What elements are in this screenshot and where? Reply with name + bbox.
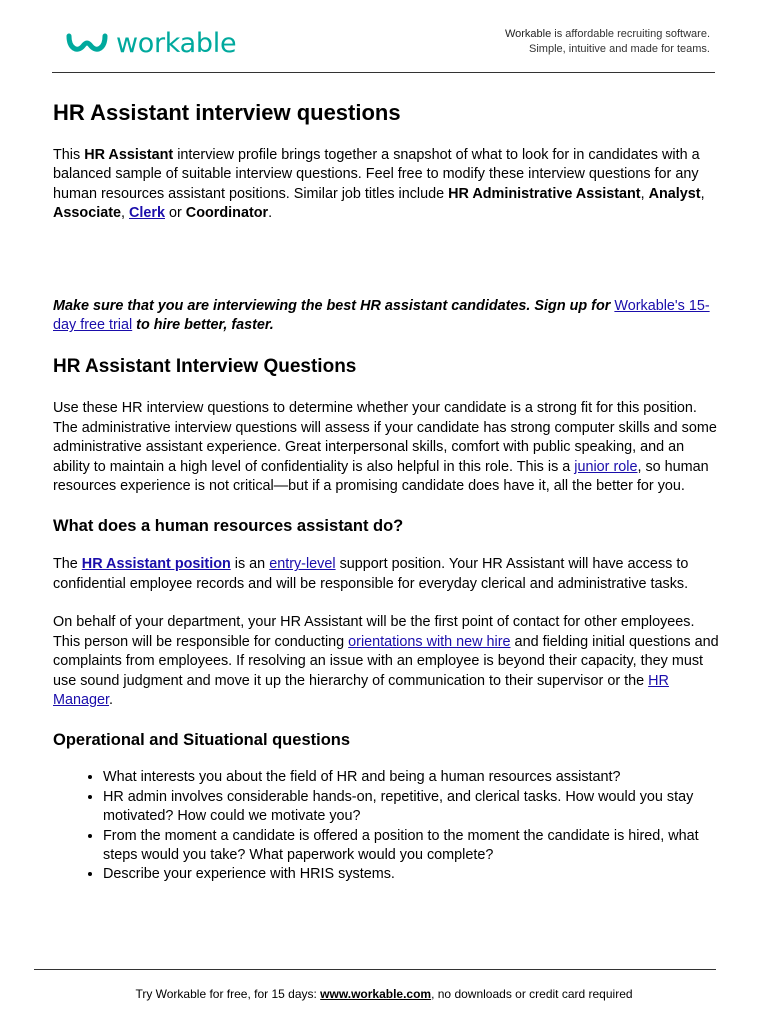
intro-bold-hr-assistant: HR Assistant <box>84 147 174 163</box>
section-heading-operational: Operational and Situational questions <box>53 731 351 750</box>
section2-text: and fielding initial questions and complaints from employees. If resolving an issue with an employee is beyond their capacity, they must use sound judgment and move it up the hierarchy of communication to their supervisor or the <box>53 633 719 689</box>
section1-text: Use these HR interview questions to determine whether your candidate is a strong fit for this position. The administrative interview questions will assess if your candidate has strong computer skills and some administrative assistant experience. Great interpersonal skills, comfort with public speaking, and an ability to maintain a high level of confidentiality is also helpful in this role. This is a <box>53 400 717 475</box>
list-item: • From the moment a candidate is offered a position to the moment the candidate is hired, what steps would you take? What paperwork would you complete? <box>103 827 721 866</box>
intro-text: interview profile brings together a snapshot of what to look for in candidates with a balanced sample of suitable interview questions. Feel free to modify these interview questions for any human resources assistant positions. Similar job titles include <box>53 147 700 202</box>
logo-text: workable <box>116 28 237 59</box>
workable-website-link[interactable]: www.workable.com <box>320 987 432 1001</box>
cta-text: to hire better, faster. <box>132 317 274 334</box>
role-paragraph-1 <box>53 555 721 594</box>
tagline-line1: is affordable recruiting software. <box>551 28 710 40</box>
clerk-link[interactable]: Clerk <box>129 205 165 222</box>
entry-level-link[interactable]: entry-level <box>269 556 336 573</box>
footer-divider <box>34 969 716 970</box>
intro-bold-associate: Associate <box>53 205 121 222</box>
intro-paragraph <box>53 146 721 224</box>
workable-logo-icon <box>66 32 108 56</box>
free-trial-link[interactable]: Workable's 15-day free trial <box>53 297 710 334</box>
section-heading-what-does: What does a human resources assistant do? <box>53 517 404 536</box>
hr-manager-link[interactable]: HR Manager <box>53 672 669 708</box>
header-divider <box>52 72 715 73</box>
cta-text: Make sure that you are interviewing the best HR assistant candidates. Sign up for <box>53 297 615 314</box>
footer-text: Try Workable for free, for 15 days: <box>135 987 321 1001</box>
list-item: • HR admin involves considerable hands-on, repetitive, and clerical tasks. How would you stay motivated? How could we motivate you? <box>103 788 721 827</box>
section2-text: is an <box>230 556 270 573</box>
intro-text: or <box>165 205 186 222</box>
interview-questions-paragraph <box>53 399 721 496</box>
question-list <box>53 768 721 884</box>
intro-text: , <box>121 205 129 222</box>
section-heading-interview-questions: HR Assistant Interview Questions <box>53 356 357 378</box>
intro-text: , <box>640 185 649 202</box>
intro-text: This <box>53 147 85 163</box>
section2-text: support position. Your HR Assistant will have access to confidential employee records and will be responsible for everyday clerical and administrative tasks. <box>53 556 689 592</box>
intro-text: . <box>268 205 273 222</box>
intro-text: , <box>700 185 705 202</box>
intro-bold-admin-assistant: HR Administrative Assistant <box>448 185 641 202</box>
orientations-link[interactable]: orientations with new hire <box>348 633 511 650</box>
list-item: • Describe your experience with HRIS systems. <box>103 865 721 884</box>
intro-bold-coordinator: Coordinator <box>185 205 269 222</box>
document-body <box>53 98 721 885</box>
section2-text: . <box>109 691 114 708</box>
page-header <box>0 0 768 74</box>
list-item: • What interests you about the field of HR and being a human resources assistant? <box>103 768 721 787</box>
cta-paragraph <box>53 297 721 336</box>
tagline <box>505 27 710 57</box>
section2-text: On behalf of your department, your HR Assistant will be the first point of contact for other employees. This person will be responsible for conducting <box>53 614 695 650</box>
footer-text: , no downloads or credit card required <box>431 987 633 1001</box>
tagline-line2: Simple, intuitive and made for teams. <box>529 43 710 55</box>
section2-text: The <box>53 556 82 573</box>
section1-text: , so human resources experience is not critical—but if a promising candidate does have it, all the better for you. <box>53 458 709 495</box>
role-paragraph-2 <box>53 613 721 710</box>
hr-assistant-position-link[interactable]: HR Assistant position <box>81 556 231 573</box>
junior-role-link[interactable]: junior role <box>574 458 638 475</box>
intro-bold-analyst: Analyst <box>648 185 701 202</box>
page-footer <box>0 987 768 1001</box>
tagline-brand: Workable <box>504 28 552 40</box>
workable-logo[interactable] <box>66 30 236 57</box>
page-title: HR Assistant interview questions <box>53 100 401 125</box>
